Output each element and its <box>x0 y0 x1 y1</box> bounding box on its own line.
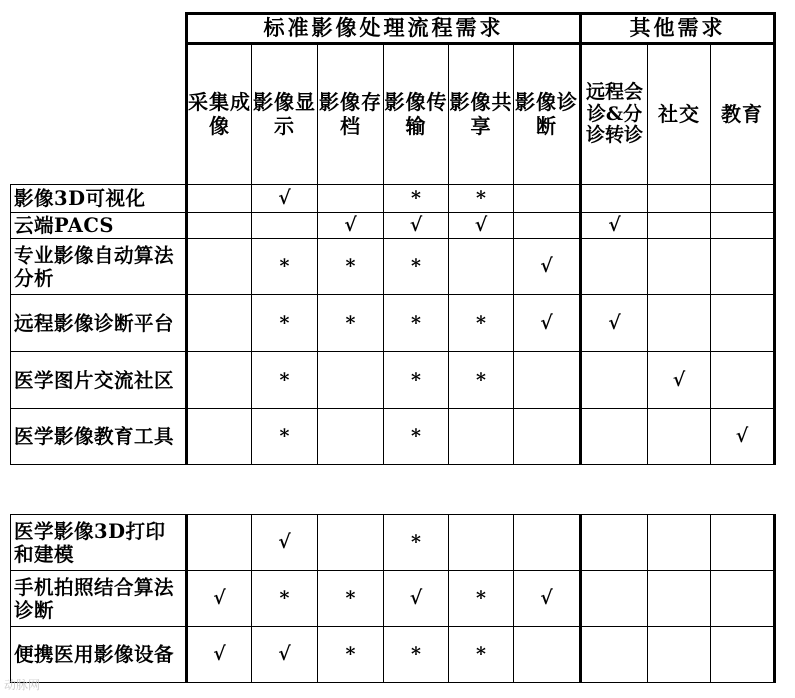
watermark: 动脉网 <box>4 678 41 692</box>
check-mark-cell: √ <box>187 627 252 683</box>
empty-cell <box>187 295 252 352</box>
row-label: 远程影像诊断平台 <box>11 295 187 352</box>
empty-cell <box>187 213 252 239</box>
star-mark-cell: * <box>252 352 318 409</box>
col-header: 影像诊断 <box>514 44 581 185</box>
table2-body <box>11 515 775 683</box>
empty-cell <box>187 239 252 295</box>
star-mark-cell: * <box>449 571 514 627</box>
star-mark-cell: * <box>449 185 514 213</box>
empty-cell <box>711 515 775 571</box>
row-label: 影像3D可视化 <box>11 185 187 213</box>
empty-cell <box>318 515 384 571</box>
empty-cell <box>187 185 252 213</box>
empty-cell <box>648 295 711 352</box>
empty-cell <box>648 239 711 295</box>
star-mark-cell: * <box>252 239 318 295</box>
empty-cell <box>581 239 648 295</box>
empty-cell <box>648 409 711 465</box>
check-mark-cell: √ <box>384 213 449 239</box>
header-corner <box>11 14 187 185</box>
empty-cell <box>187 409 252 465</box>
star-mark-cell: * <box>384 409 449 465</box>
empty-cell <box>581 352 648 409</box>
empty-cell <box>449 239 514 295</box>
empty-cell <box>449 515 514 571</box>
star-mark-cell: * <box>318 571 384 627</box>
empty-cell <box>581 409 648 465</box>
empty-cell <box>187 352 252 409</box>
check-mark-cell: √ <box>252 515 318 571</box>
empty-cell <box>252 213 318 239</box>
col-header: 教育 <box>711 44 775 185</box>
table-row <box>11 515 775 571</box>
empty-cell <box>648 627 711 683</box>
row-label: 医学影像教育工具 <box>11 409 187 465</box>
empty-cell <box>648 185 711 213</box>
col-header: 影像共享 <box>449 44 514 185</box>
empty-cell <box>514 213 581 239</box>
row-label: 医学影像3D打印和建模 <box>11 515 187 571</box>
star-mark-cell: * <box>252 295 318 352</box>
col-header: 影像传输 <box>384 44 449 185</box>
empty-cell <box>187 515 252 571</box>
table1-body <box>11 185 775 465</box>
star-mark-cell: * <box>449 352 514 409</box>
empty-cell <box>318 185 384 213</box>
check-mark-cell: √ <box>187 571 252 627</box>
empty-cell <box>581 515 648 571</box>
empty-cell <box>514 627 581 683</box>
requirements-table <box>10 12 776 465</box>
check-mark-cell: √ <box>514 239 581 295</box>
group-standard-header: 标准影像处理流程需求 <box>187 14 581 44</box>
row-label: 云端PACS <box>11 213 187 239</box>
star-mark-cell: * <box>384 185 449 213</box>
star-mark-cell: * <box>318 295 384 352</box>
empty-cell <box>711 213 775 239</box>
check-mark-cell: √ <box>711 409 775 465</box>
check-mark-cell: √ <box>648 352 711 409</box>
empty-cell <box>449 409 514 465</box>
empty-cell <box>581 185 648 213</box>
table-row <box>11 352 775 409</box>
table-row <box>11 185 775 213</box>
star-mark-cell: * <box>384 295 449 352</box>
empty-cell <box>711 239 775 295</box>
table-row <box>11 627 775 683</box>
group-other-header: 其他需求 <box>581 14 775 44</box>
col-header: 影像显示 <box>252 44 318 185</box>
col-header: 影像存档 <box>318 44 384 185</box>
row-label: 专业影像自动算法分析 <box>11 239 187 295</box>
empty-cell <box>581 627 648 683</box>
table-row <box>11 571 775 627</box>
empty-cell <box>648 571 711 627</box>
empty-cell <box>514 185 581 213</box>
row-label: 手机拍照结合算法诊断 <box>11 571 187 627</box>
empty-cell <box>711 185 775 213</box>
empty-cell <box>318 352 384 409</box>
star-mark-cell: * <box>252 571 318 627</box>
check-mark-cell: √ <box>449 213 514 239</box>
empty-cell <box>514 409 581 465</box>
check-mark-cell: √ <box>384 571 449 627</box>
star-mark-cell: * <box>384 352 449 409</box>
table-row <box>11 239 775 295</box>
star-mark-cell: * <box>318 239 384 295</box>
check-mark-cell: √ <box>581 295 648 352</box>
check-mark-cell: √ <box>252 627 318 683</box>
check-mark-cell: √ <box>581 213 648 239</box>
table-row <box>11 409 775 465</box>
col-header: 社交 <box>648 44 711 185</box>
table-row <box>11 295 775 352</box>
empty-cell <box>711 627 775 683</box>
empty-cell <box>711 295 775 352</box>
empty-cell <box>514 352 581 409</box>
star-mark-cell: * <box>384 515 449 571</box>
row-label: 医学图片交流社区 <box>11 352 187 409</box>
check-mark-cell: √ <box>514 295 581 352</box>
empty-cell <box>648 213 711 239</box>
star-mark-cell: * <box>384 239 449 295</box>
row-label: 便携医用影像设备 <box>11 627 187 683</box>
check-mark-cell: √ <box>252 185 318 213</box>
requirements-table-2 <box>10 514 776 683</box>
empty-cell <box>581 571 648 627</box>
star-mark-cell: * <box>449 295 514 352</box>
star-mark-cell: * <box>449 627 514 683</box>
empty-cell <box>514 515 581 571</box>
empty-cell <box>318 409 384 465</box>
empty-cell <box>648 515 711 571</box>
empty-cell <box>711 352 775 409</box>
col-header: 采集成像 <box>187 44 252 185</box>
star-mark-cell: * <box>318 627 384 683</box>
star-mark-cell: * <box>252 409 318 465</box>
empty-cell <box>711 571 775 627</box>
col-header: 远程会诊&分诊转诊 <box>581 44 648 185</box>
check-mark-cell: √ <box>318 213 384 239</box>
table-row <box>11 213 775 239</box>
star-mark-cell: * <box>384 627 449 683</box>
check-mark-cell: √ <box>514 571 581 627</box>
